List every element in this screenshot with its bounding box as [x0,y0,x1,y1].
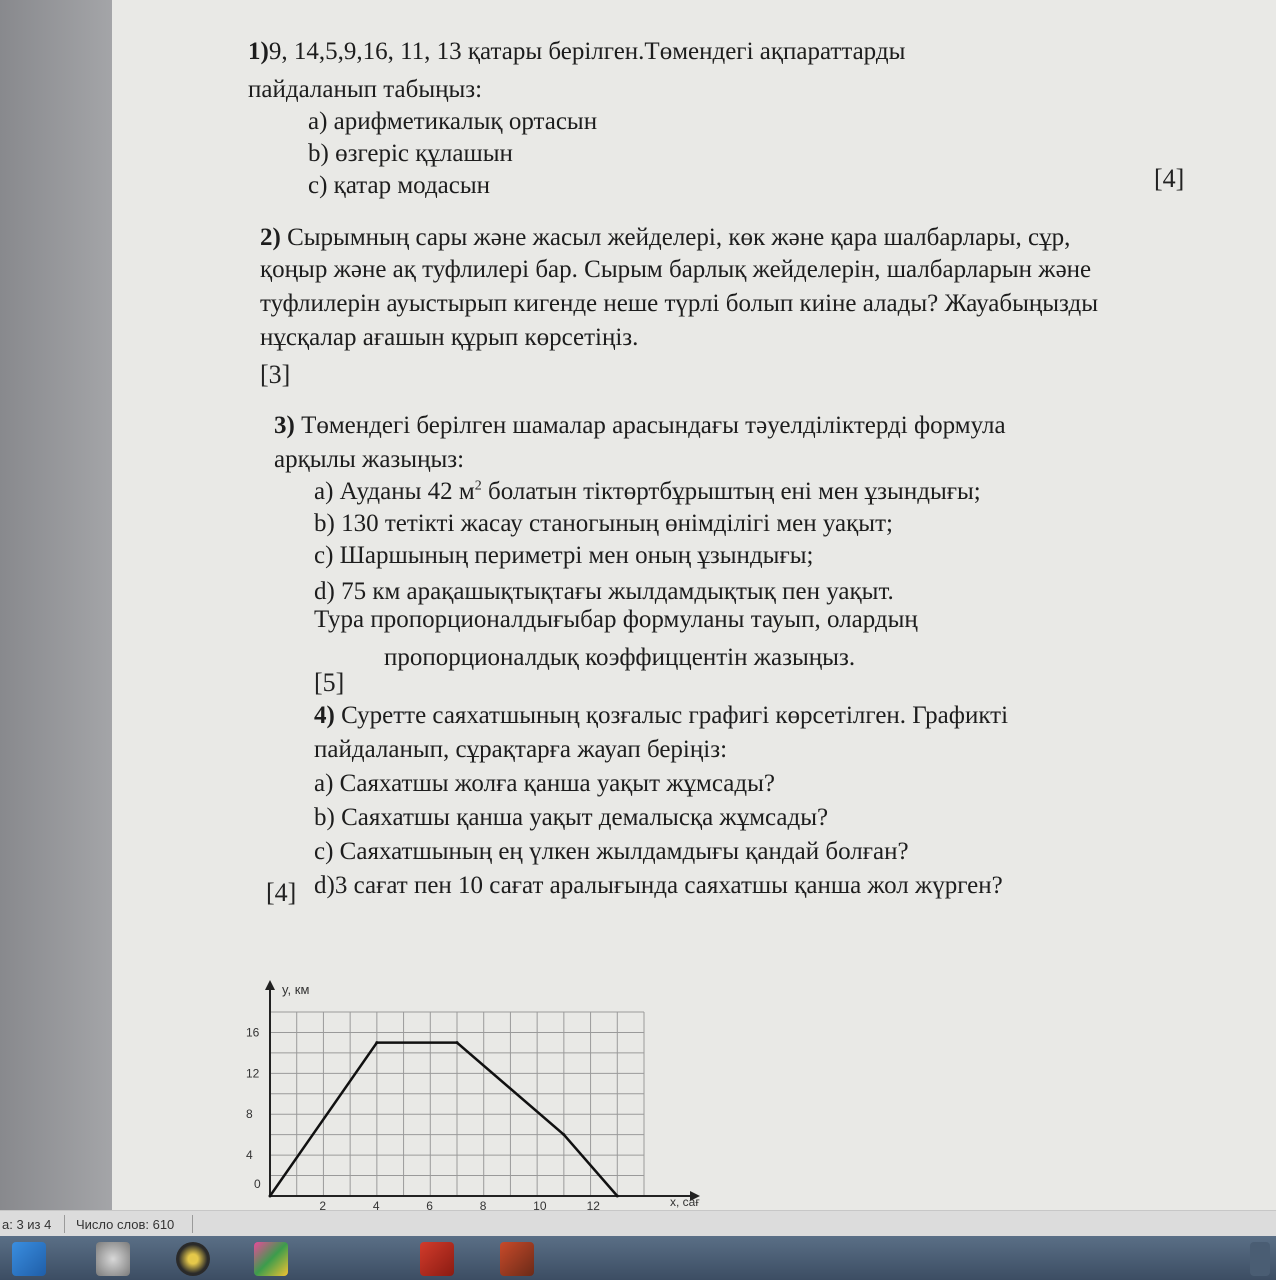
series-point [269,1195,272,1198]
speaker-icon[interactable] [96,1242,130,1276]
x-tick-label: 8 [479,1199,487,1210]
q1-option-c: c) қатар модасын [308,172,491,199]
status-separator [192,1215,193,1233]
x-tick-label: 4 [372,1199,380,1210]
series-point [562,1133,565,1136]
q4-line2: пайдаланып, сұрақтарға жауап беріңіз: [314,736,728,763]
q1-line2: пайдаланып табыңыз: [248,76,483,103]
q4-option-a: a) Саяхатшы жолға қанша уақыт жұмсады? [314,770,775,797]
x-tick-label: 12 [586,1199,600,1210]
q2-line1: 2) Сырымның сары және жасыл жейделері, көк және қара шалбарлары, сұр, [260,224,1071,251]
series-point [375,1041,378,1044]
y-tick-label: 4 [246,1148,253,1163]
status-word-count[interactable]: Число слов: 610 [76,1217,175,1232]
y-tick-label: 8 [246,1107,253,1122]
q3-line1: 3) Төмендегі берілген шамалар арасындағы тәуелділіктерді формула [274,412,1006,439]
q3-option-d: d) 75 км арақашықтықтағы жылдамдықтық пен уақыт. [314,578,894,605]
series-line [270,1043,617,1196]
motion-graph-chart [236,970,756,1210]
chart-axes [265,980,700,1201]
q3-task-line1: Тура пропорционалдығыбар формуланы тауып, олардың [314,606,918,633]
q1-option-b: b) өзгеріс құлашын [308,140,513,167]
paint-icon[interactable] [254,1242,288,1276]
q4-option-d: d)3 сағат пен 10 сағат аралығында саяхатшы қанша жол жүрген? [314,872,1003,899]
taskbar-app-icon[interactable] [420,1242,454,1276]
q3-mark: [5] [314,668,345,697]
show-desktop-button[interactable] [1250,1242,1270,1276]
y-tick-label: 16 [246,1025,260,1040]
chart-grid [270,1012,644,1196]
q2-mark: [3] [260,360,291,389]
q2-line4: нұсқалар ағашын құрып көрсетіңіз. [260,324,639,351]
x-tick-label: 6 [426,1199,433,1210]
status-bar [0,1210,1276,1237]
chart-series [269,1041,619,1197]
background-left [0,0,112,1210]
x-tick-label: 2 [319,1199,327,1210]
status-page-count[interactable]: а: 3 из 4 [2,1217,52,1232]
q3-option-b: b) 130 тетікті жасау станогының өнімділігі мен уақыт; [314,510,893,537]
q1-option-a: a) арифметикалық ортасын [308,108,598,135]
q4-line1: 4) Суретте саяхатшының қозғалыс графигі көрсетілген. Графикті [314,702,1009,729]
q3-line2: арқылы жазыңыз: [274,446,465,473]
q2-line3: туфлилерін ауыстырып кигенде неше түрлі болып киіне алады? Жауабыңызды [260,290,1098,317]
status-separator [64,1215,65,1233]
q3-task-line2: пропорционалдық коэффиццентін жазыңыз. [384,644,856,671]
series-point [456,1041,459,1044]
q1-line1: 1)9, 14,5,9,16, 11, 13 қатары берілген.Төмендегі ақпараттарды [248,38,906,65]
y-axis-arrow [265,980,275,990]
q2-line2: қоңыр және ақ туфлилері бар. Сырым барлық жейделерін, шалбарларын және [260,256,1092,283]
series-point [616,1195,619,1198]
q4-option-c: c) Саяхатшының ең үлкен жылдамдығы қандай болған? [314,838,909,865]
q4-option-b: b) Саяхатшы қанша уақыт демалысқа жұмсады? [314,804,829,831]
y-tick-label: 12 [246,1066,260,1081]
chart-x-label: x, сағ [670,1195,700,1209]
taskbar-app-icon[interactable] [12,1242,46,1276]
taskbar-app-icon[interactable] [500,1242,534,1276]
x-tick-label: 10 [533,1199,547,1210]
q4-mark: [4] [266,878,297,907]
origin-label: 0 [254,1177,261,1191]
q3-option-c: c) Шаршының периметрі мен оның ұзындығы; [314,542,814,569]
q1-mark: [4] [1154,164,1185,193]
q3-option-a: a) Ауданы 42 $м^2$ болатын тіктөртбұрыштың ені мен ұзындығы; [314,478,981,505]
chart-y-label: y, км [282,982,310,997]
taskbar [0,1236,1276,1280]
media-player-icon[interactable] [176,1242,210,1276]
